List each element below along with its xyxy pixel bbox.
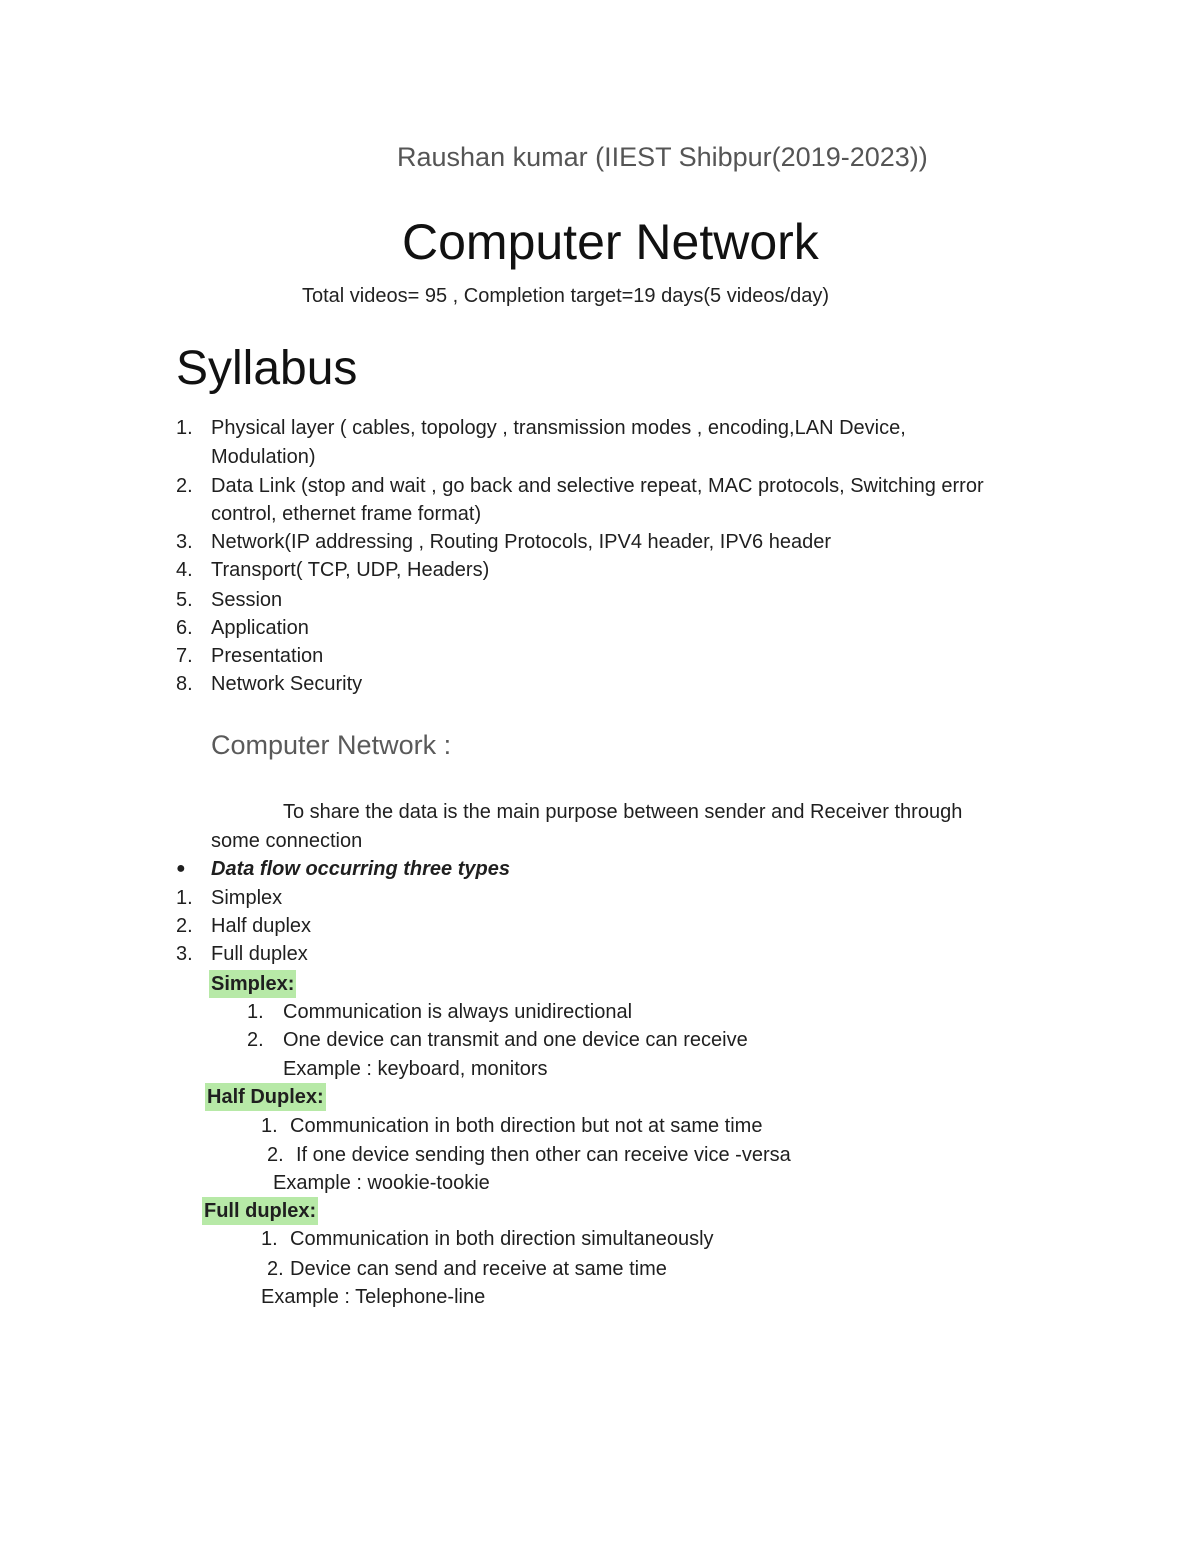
list-number: 2. xyxy=(176,915,193,937)
list-number: 3. xyxy=(176,943,193,965)
list-number: 4. xyxy=(176,559,193,581)
list-text-continued: control, ethernet frame format) xyxy=(211,503,482,525)
half-duplex-example: Example : wookie-tookie xyxy=(273,1172,490,1194)
list-number: 8. xyxy=(176,673,193,695)
list-text: Application xyxy=(211,617,309,639)
simplex-heading: Simplex: xyxy=(209,970,296,998)
list-text: Simplex xyxy=(211,887,283,909)
list-text: Session xyxy=(211,589,283,611)
list-number: 2. xyxy=(176,475,193,497)
half-duplex-point: If one device sending then other can receive vice -versa xyxy=(296,1144,791,1166)
document-subtitle: Total videos= 95 , Completion target=19 days(5 videos/day) xyxy=(302,285,829,307)
list-text: Full duplex xyxy=(211,943,308,965)
list-text-continued: Modulation) xyxy=(211,446,316,468)
list-text: Data Link (stop and wait , go back and selective repeat, MAC protocols, Switching error xyxy=(211,475,984,497)
full-duplex-point: Communication in both direction simultaneously xyxy=(290,1228,714,1250)
list-text: Network(IP addressing , Routing Protocols, IPV4 header, IPV6 header xyxy=(211,531,831,553)
document-title: Computer Network xyxy=(402,214,819,270)
dataflow-label: Data flow occurring three types xyxy=(211,858,510,880)
intro-paragraph: To share the data is the main purpose between sender and Receiver through xyxy=(283,801,963,823)
half-duplex-point: Communication in both direction but not at same time xyxy=(290,1115,763,1137)
list-text: Physical layer ( cables, topology , transmission modes , encoding,LAN Device, xyxy=(211,417,906,439)
section-heading: Computer Network : xyxy=(211,730,452,760)
syllabus-heading: Syllabus xyxy=(176,342,358,395)
list-text: Half duplex xyxy=(211,915,312,937)
list-number: 1. xyxy=(247,1001,264,1023)
list-number: 1. xyxy=(176,417,193,439)
list-text: Presentation xyxy=(211,645,324,667)
list-number: 1. xyxy=(261,1228,278,1250)
list-number: 2. xyxy=(267,1258,284,1280)
full-duplex-heading: Full duplex: xyxy=(202,1197,318,1225)
author-line: Raushan kumar (IIEST Shibpur(2019-2023)) xyxy=(397,142,928,172)
list-number: 3. xyxy=(176,531,193,553)
list-number: 2. xyxy=(267,1144,284,1166)
list-number: 7. xyxy=(176,645,193,667)
half-duplex-heading: Half Duplex: xyxy=(205,1083,326,1111)
list-text: Transport( TCP, UDP, Headers) xyxy=(211,559,490,581)
simplex-point: One device can transmit and one device can receive xyxy=(283,1029,748,1051)
full-duplex-point: Device can send and receive at same time xyxy=(290,1258,667,1280)
list-number: 2. xyxy=(247,1029,264,1051)
list-number: 5. xyxy=(176,589,193,611)
simplex-example: Example : keyboard, monitors xyxy=(283,1058,548,1080)
intro-paragraph-continued: some connection xyxy=(211,830,363,852)
simplex-point: Communication is always unidirectional xyxy=(283,1001,633,1023)
list-number: 1. xyxy=(261,1115,278,1137)
list-number: 6. xyxy=(176,617,193,639)
list-number: 1. xyxy=(176,887,193,909)
bullet-icon: ● xyxy=(176,860,186,877)
list-text: Network Security xyxy=(211,673,363,695)
full-duplex-example: Example : Telephone-line xyxy=(261,1286,486,1308)
